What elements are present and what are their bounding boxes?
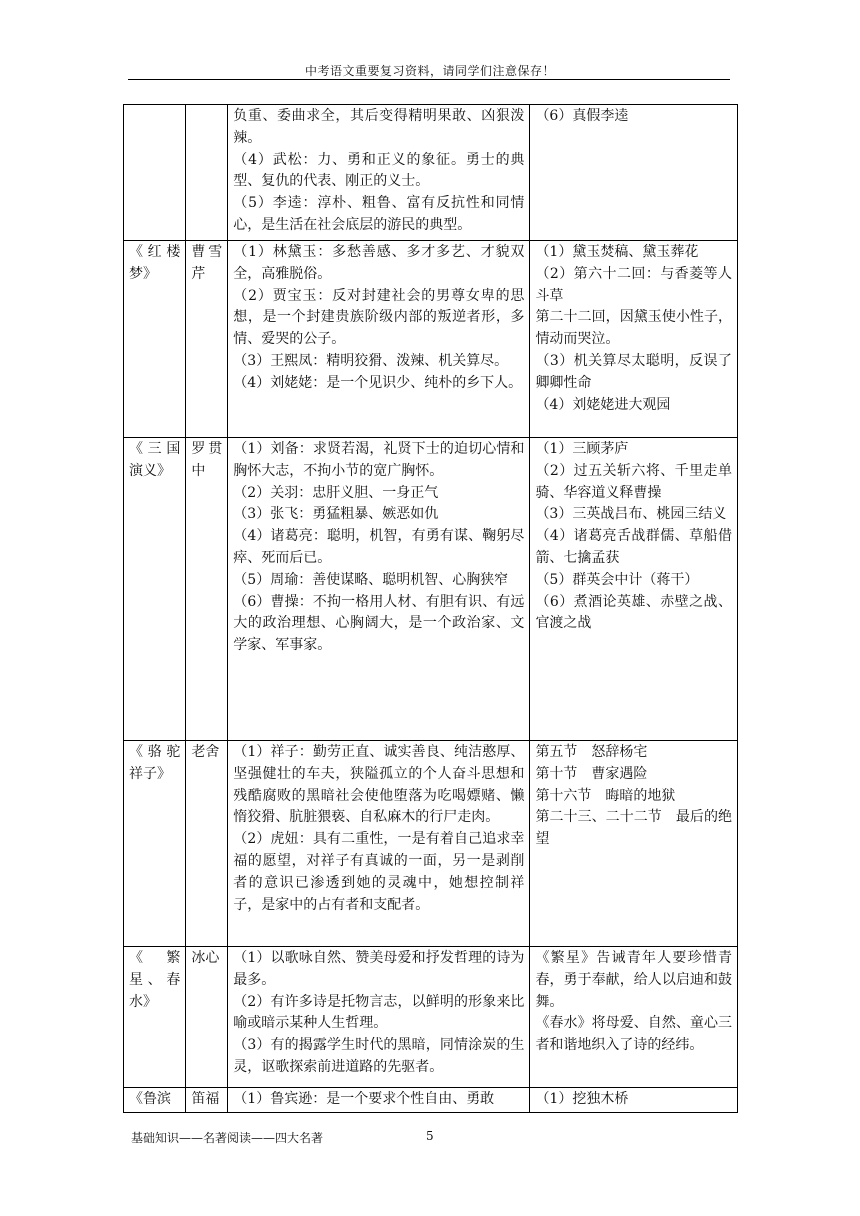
character-entry: （2）关羽：忠肝义胆、一身正气 [233, 484, 439, 501]
character-entry: （3）张飞：勇猛粗暴、嫉恶如仇 [233, 506, 439, 523]
character-entry: （4）刘姥姥：是一个见识少、纯朴的乡下人。 [233, 374, 523, 391]
character-entry: （3）王熙凤：精明狡猾、泼辣、机关算尽。 [233, 352, 509, 369]
event-entry: （4）刘姥姥进大观园 [535, 396, 671, 413]
character-entry: （4）诸葛亮：聪明，机智，有勇有谋、鞠躬尽瘁、死而后已。 [233, 528, 525, 566]
page-header: 中考语文重要复习资料，请同学们注意保存！ [304, 64, 555, 78]
character-analysis [228, 1088, 530, 1113]
work-title [124, 105, 186, 241]
event-entry: （2）第六十二回：与香菱等人斗草 [535, 265, 732, 304]
character-entry: （5）李逵：淳朴、粗鲁、富有反抗性和同情心，是生活在社会底层的游民的典型。 [233, 195, 525, 233]
work-title: 《鲁滨 [124, 1088, 186, 1113]
character-entry: （1）林黛玉：多愁善感、多才多艺、才貌双全，高雅脱俗。 [233, 244, 525, 282]
character-entry: （1）刘备：求贤若渴，礼贤下士的迫切心情和胸怀大志，不拘小节的宽广胸怀。 [233, 441, 525, 479]
event-entry: 《繁星》告诫青年人要珍惜青春，勇于奉献，给人以启迪和鼓舞。 [535, 950, 732, 1010]
author: 笛福 [186, 1088, 228, 1113]
key-events [530, 947, 738, 1088]
event-entry: （5）群英会中计（蒋干） [535, 571, 699, 588]
character-entry: （2）贾宝玉：反对封建社会的男尊女卑的思想，是一个封建贵族阶级内部的叛逆者形，多情、爱哭的公子。 [233, 287, 525, 348]
character-entry: （1）鲁宾逊：是一个要求个性自由、勇敢 [233, 1091, 495, 1107]
event-entry: （3）三英战吕布、桃园三结义 [535, 506, 727, 523]
character-entry: （6）曹操：不拘一格用人材、有胆有识、有远大的政治理想、心胸阔大，是一个政治家、文学家、军事家。 [233, 593, 525, 654]
footer-section-title: 基础知识——名著阅读——四大名著 [131, 1131, 324, 1145]
page-number: 5 [426, 1129, 434, 1143]
character-analysis [228, 105, 530, 241]
character-entry: （5）周瑜：善使谋略、聪明机智、心胸狭窄 [233, 571, 509, 588]
event-entry: （2）过五关斩六将、千里走单骑、华容道义释曹操 [535, 462, 732, 501]
character-entry: 负重、委曲求全，其后变得精明果敢、凶狠泼辣。 [233, 108, 525, 146]
character-analysis [228, 741, 530, 947]
character-analysis [228, 947, 530, 1088]
event-entry: （4）诸葛亮舌战群儒、草船借箭、七擒孟获 [535, 528, 732, 566]
event-entry: （3）机关算尽太聪明，反误了卿卿性命 [535, 352, 732, 391]
event-entry: 第二十三、二十二节 最后的绝望 [535, 809, 732, 848]
event-entry: （6）煮酒论英雄、赤壁之战、官渡之战 [535, 593, 732, 632]
character-entry: （1）祥子：勤劳正直、诚实善良、纯洁憨厚、坚强健壮的车夫，狭隘孤立的个人奋斗思想和残酷腐败的黑暗社会使他堕落为吃喝嫖赌、懒惰狡猾、肮脏猥亵、自私麻木的行尸走肉。 [233, 744, 525, 826]
key-events [530, 241, 738, 438]
character-entry: （1）以歌咏自然、赞美母爱和抒发哲理的诗为最多。 [233, 950, 525, 988]
header-rule [128, 79, 730, 80]
classics-table [123, 104, 738, 1113]
author: 冰心 [186, 947, 228, 1088]
author: 老舍 [186, 741, 228, 947]
key-events [530, 438, 738, 741]
event-entry: （1）三顾茅庐 [535, 441, 629, 457]
table-row [124, 105, 738, 241]
author [186, 105, 228, 241]
table-row [124, 241, 738, 438]
author: 罗贯中 [186, 438, 228, 741]
character-entry: （2）有许多诗是托物言志，以鲜明的形象来比喻或暗示某种人生哲理。 [233, 993, 525, 1032]
event-entry: 《春水》将母爱、自然、童心三者和谐地织入了诗的经纬。 [535, 1015, 732, 1054]
event-entry: （6）真假李逵 [535, 108, 629, 124]
event-entry: 第十六节 晦暗的地狱 [535, 787, 676, 804]
table-row [124, 947, 738, 1088]
character-analysis [228, 241, 530, 438]
work-title: 《繁星、春水》 [124, 947, 186, 1088]
key-events [530, 1088, 738, 1113]
table-row [124, 1088, 738, 1113]
table-row [124, 741, 738, 947]
character-analysis [228, 438, 530, 741]
character-entry: （4）武松：力、勇和正义的象征。勇士的典型、复仇的代表、刚正的义士。 [233, 151, 525, 190]
event-entry: 第十节 曹家遇险 [535, 765, 648, 782]
event-entry: 第五节 怒辞杨宅 [535, 744, 648, 760]
key-events [530, 741, 738, 947]
character-entry: （3）有的揭露学生时代的黑暗，同情涂炭的生灵，讴歌探索前进道路的先驱者。 [233, 1037, 525, 1075]
work-title: 《骆驼祥子》 [124, 741, 186, 947]
key-events [530, 105, 738, 241]
event-entry: （1）挖独木桥 [535, 1091, 629, 1107]
event-entry: 第二十二回，因黛玉使小性子，情动而哭泣。 [535, 309, 732, 348]
table-row [124, 438, 738, 741]
work-title: 《三国演义》 [124, 438, 186, 741]
work-title: 《红楼梦》 [124, 241, 186, 438]
author: 曹雪芹 [186, 241, 228, 438]
character-entry: （2）虎妞：具有二重性，一是有着自己追求幸福的愿望，对祥子有真诚的一面，另一是剥削者的意识已渗透到她的灵魂中，她想控制祥子，是家中的占有者和支配者。 [233, 831, 525, 913]
event-entry: （1）黛玉焚稿、黛玉葬花 [535, 244, 699, 260]
